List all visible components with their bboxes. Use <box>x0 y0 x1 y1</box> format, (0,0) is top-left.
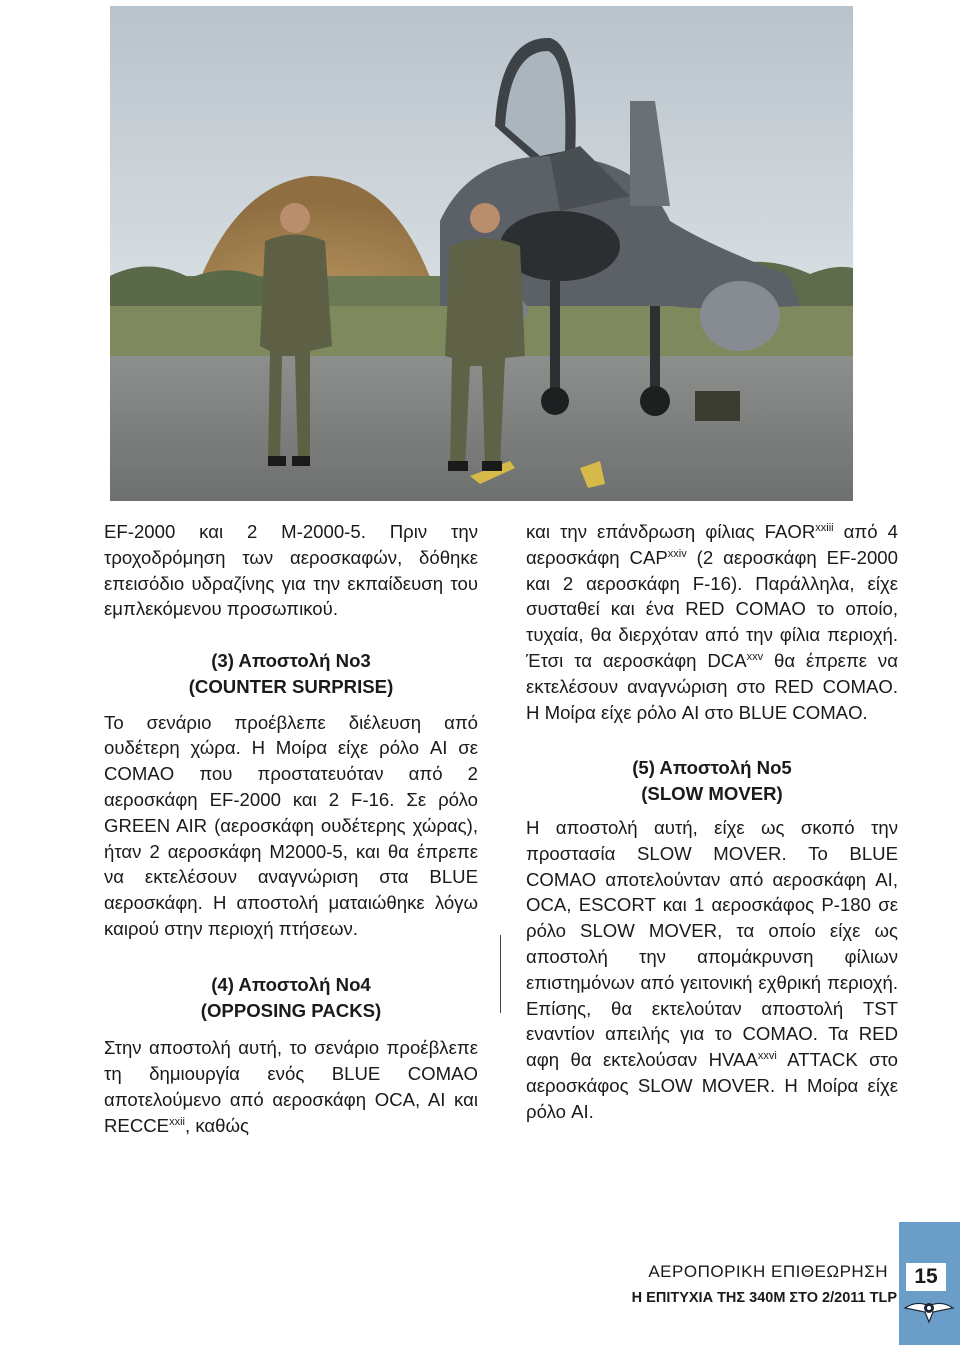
text-run: από 4 αεροσκάφη CAP <box>526 521 898 568</box>
paragraph <box>526 519 898 725</box>
footnote-ref: xxiii <box>815 522 834 534</box>
heading-line: (3) Αποστολή Νο3 <box>211 649 371 671</box>
heading-line: (COUNTER SURPRISE) <box>188 675 394 697</box>
magazine-name: ΑΕΡΟΠΟΡΙΚΗ ΕΠΙΘΕΩΡΗΣΗ <box>648 1262 888 1281</box>
paragraph: Το σενάριο προέβλεπε διέλευση από ουδέτερη χώρα. Η Μοίρα είχε ρόλο AI σε COMAO που προστατευόταν από 2 αεροσκάφη EF-2000 και 2 F-16. Σε ρόλο GREEN AIR (αεροσκάφη ουδέτερης χώρας), ήταν 2 αεροσκάφη M2000-5, και θα έπρεπε να εκτελέσουν αναγνώριση στα BLUE αεροσκάφη. Η αποστολή ματαιώθηκε λόγω καιρού στην περιοχή πτήσεων. <box>104 711 478 939</box>
section-heading <box>104 648 478 700</box>
text-run: , καθώς <box>184 1114 249 1136</box>
heading-line: (4) Αποστολή Νο4 <box>211 973 371 995</box>
heading-line: (SLOW MOVER) <box>641 783 783 805</box>
text-run: Η αποστολή αυτή, είχε ως σκοπό την προστασία SLOW MOVER. Το BLUE COMAO αποτελούνταν από αεροσκάφη AI, OCA, ESCORT και 1 αεροσκάφος P-180 σε ρόλο SLOW MOVER, τα οποίο είχε ως αποστολή την απομάκρυνση φίλιων επιστημόνων από γειτονική εχθρική περιοχή. Επίσης, θα εκτελούταν αποστολή TST εναντίον απειλής για το COMAO. Τα RED αφη θα εκτελούσαν HVAA <box>526 816 898 1071</box>
left-column <box>104 519 478 1139</box>
footnote-ref: xxv <box>746 650 764 663</box>
heading-line: (5) Αποστολή Νο5 <box>632 757 792 779</box>
air-force-emblem-icon <box>903 1286 955 1328</box>
section-heading <box>104 972 478 1024</box>
text-run: και την επάνδρωση φίλιας FAOR <box>526 521 816 542</box>
text-run: ATTACK στο αεροσκάφος SLOW MOVER. Η Μοίρα είχε ρόλο AI. <box>526 1049 898 1122</box>
heading-line: (OPPOSING PACKS) <box>200 999 382 1021</box>
text-run: (2 αεροσκάφη EF-2000 και 2 αεροσκάφη F-16). Παράλληλα, είχε συσταθεί και ένα RED COMAO το οποίο, τυχαία, θα διερχόταν από την φίλια περιοχή. Έτσι τα αεροσκάφη DCA <box>526 546 898 671</box>
paragraph <box>526 815 898 1125</box>
article-title: Η ΕΠΙΤΥΧΙΑ ΤΗΣ 340Μ ΣΤΟ 2/2011 TLP <box>631 1290 897 1306</box>
page-number: 15 <box>906 1263 946 1291</box>
fighter-jet-pilots-photo <box>110 6 853 501</box>
footnote-ref: xxii <box>169 1115 185 1128</box>
article-photo <box>110 6 853 501</box>
text-run: θα έπρεπε να εκτελέσουν αναγνώριση στο RED COMAO. Η Μοίρα είχε ρόλο AI στο BLUE COMAO. <box>526 649 898 723</box>
footnote-ref: xxvi <box>757 1050 777 1063</box>
paragraph: EF-2000 και 2 M-2000-5. Πριν την τροχοδρόμηση των αεροσκαφών, δόθηκε επεισόδιο υδραζίνης για την εκπαίδευση του εμπλεκόμενου προσωπικού. <box>104 521 478 620</box>
footnote-ref: xxiv <box>667 547 687 560</box>
paragraph <box>104 1035 478 1138</box>
column-divider <box>500 935 501 1013</box>
right-column <box>526 519 898 1125</box>
text-run: Στην αποστολή αυτή, το σενάριο προέβλεπε τη δημιουργία ενός BLUE COMAO αποτελούμενο από αεροσκάφη OCA, AI και RECCE <box>104 1037 478 1136</box>
section-heading <box>526 755 898 807</box>
